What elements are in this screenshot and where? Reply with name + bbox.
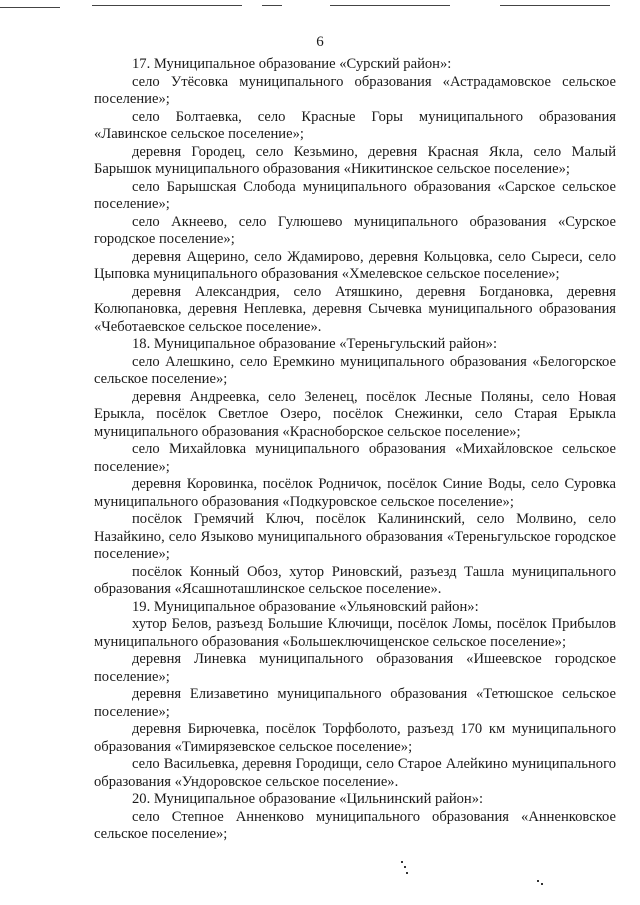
scan-mark [262, 5, 282, 6]
paragraph: село Болтаевка, село Красные Горы муниципального образования «Лавинское сельское поселение»; [94, 108, 616, 142]
paragraph: деревня Коровинка, посёлок Родничок, посёлок Синие Воды, село Суровка муниципального образования «Подкуровское сельское поселение»; [94, 476, 616, 510]
scan-speck [541, 883, 543, 885]
scan-mark [0, 7, 60, 8]
paragraph: деревня Бирючевка, посёлок Торфболото, разъезд 170 км муниципального образования «Тимирязевское сельское поселение»; [94, 721, 616, 755]
paragraph: село Васильевка, деревня Городищи, село Старое Алейкино муниципального образования «Ундоровское сельское поселение». [94, 756, 616, 790]
paragraph: хутор Белов, разъезд Большие Ключищи, посёлок Ломы, посёлок Прибылов муниципального образования «Большеключищенское сельское поселение»; [94, 616, 616, 650]
page-number: 6 [316, 34, 324, 50]
paragraph: село Михайловка муниципального образования «Михайловское сельское поселение»; [94, 441, 616, 475]
scan-speck [406, 872, 408, 874]
scan-mark [330, 5, 450, 6]
section-heading: 17. Муниципальное образование «Сурский район»: [132, 56, 452, 72]
scan-speck [401, 861, 403, 863]
section-heading: 19. Муниципальное образование «Ульяновский район»: [132, 598, 479, 615]
scan-speck [404, 866, 406, 868]
paragraph: село Утёсовка муниципального образования «Астрадамовское сельское поселение»; [94, 73, 616, 107]
document-body [94, 56, 616, 844]
paragraph: село Степное Анненково муниципального образования «Анненковское сельское поселение»; [94, 808, 616, 842]
scan-mark [92, 5, 242, 6]
paragraph: деревня Линевка муниципального образования «Ишеевское городское поселение»; [94, 651, 616, 685]
paragraph: посёлок Конный Обоз, хутор Риновский, разъезд Ташла муниципального образования «Ясашноташлинское сельское поселение». [94, 563, 616, 597]
paragraph: деревня Ащерино, село Ждамирово, деревня Кольцовка, село Сыреси, село Цыповка муниципального образования «Хмелевское сельское поселение»; [94, 248, 616, 282]
paragraph: село Барышская Слобода муниципального образования «Сарское сельское поселение»; [94, 178, 616, 212]
scan-mark [500, 5, 610, 6]
paragraph: деревня Городец, село Кезьмино, деревня Красная Якла, село Малый Барышок муниципального образования «Никитинское сельское поселение»; [94, 143, 616, 177]
scan-edge [0, 0, 640, 10]
section-heading: 18. Муниципальное образование «Тереньгульский район»: [132, 336, 498, 352]
paragraph: деревня Елизаветино муниципального образования «Тетюшское сельское поселение»; [94, 686, 616, 720]
paragraph: посёлок Гремячий Ключ, посёлок Калининский, село Молвино, село Назайкино, село Языково муниципального образования «Тереньгульское городское поселение»; [94, 511, 616, 562]
paragraph: деревня Александрия, село Атяшкино, деревня Богдановка, деревня Колюпановка, деревня Неплевка, деревня Сычевка муниципального образования «Чеботаевское сельское поселение». [94, 283, 616, 335]
section-heading: 20. Муниципальное образование «Цильнинский район»: [132, 791, 484, 807]
paragraph: деревня Андреевка, село Зеленец, посёлок Лесные Поляны, село Новая Ерыкла, посёлок Светлое Озеро, посёлок Снежинки, село Старая Ерыкла муниципального образования «Красноборское сельское поселение»; [94, 388, 616, 440]
scan-speck [537, 880, 539, 882]
paragraph: село Алешкино, село Еремкино муниципального образования «Белогорское сельское поселение»; [94, 353, 616, 387]
paragraph: село Акнеево, село Гулюшево муниципального образования «Сурское городское поселение»; [94, 213, 616, 247]
